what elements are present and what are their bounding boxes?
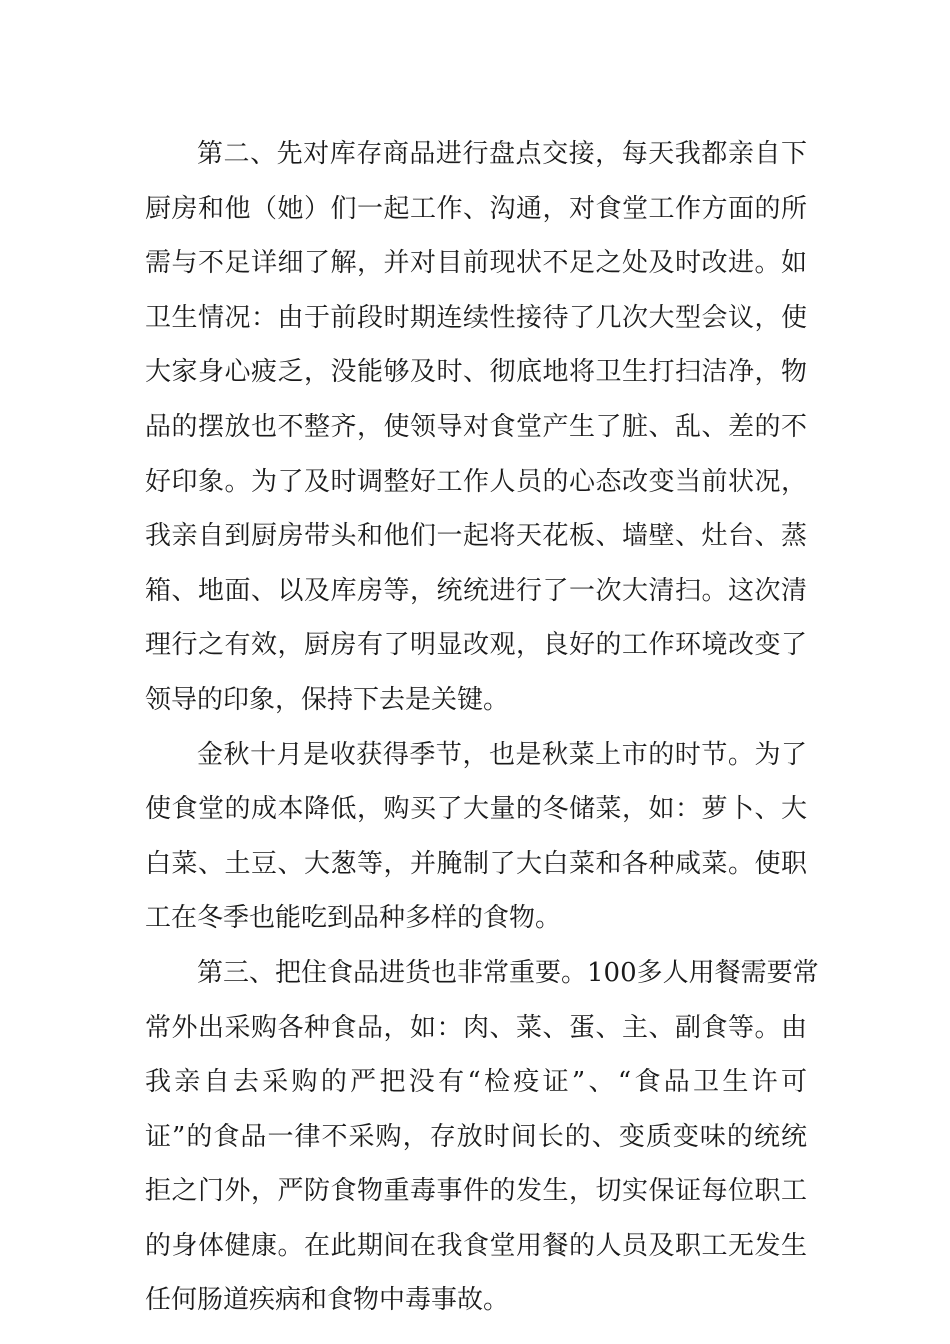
- text-line: 拒之门外，严防食物重毒事件的发生，切实保证每位职工: [145, 1176, 807, 1207]
- text-line: 好印象。为了及时调整好工作人员的心态改变当前状况，: [145, 466, 807, 497]
- paragraph-1: [145, 127, 807, 728]
- text-line: 品的摆放也不整齐，使领导对食堂产生了脏、乱、差的不: [145, 411, 807, 442]
- text-line: 任何肠道疾病和食物中毒事故。: [145, 1285, 510, 1316]
- document-body: [145, 127, 819, 1328]
- text-line: 理行之有效，厨房有了明显改观，良好的工作环境改变了: [145, 630, 807, 661]
- text-line: 我亲自去采购的严把没有“检疫证”、“食品卫生许可: [145, 1067, 807, 1098]
- text-line: 箱、地面、以及库房等，统统进行了一次大清扫。这次清: [145, 575, 807, 606]
- paragraph-2: [145, 728, 807, 946]
- text-line: 常外出采购各种食品，如：肉、菜、蛋、主、副食等。由: [145, 1012, 807, 1043]
- text-line: 领导的印象，保持下去是关键。: [145, 684, 510, 715]
- text-line: 白菜、土豆、大葱等，并腌制了大白菜和各种咸菜。使职: [145, 848, 807, 879]
- text-line: 大家身心疲乏，没能够及时、彻底地将卫生打扫洁净，物: [145, 357, 807, 388]
- text-line: 第二、先对库存商品进行盘点交接，每天我都亲自下: [197, 139, 807, 169]
- text-line: 厨房和他（她）们一起工作、沟通，对食堂工作方面的所: [145, 193, 807, 224]
- text-line: 我亲自到厨房带头和他们一起将天花板、墙壁、灶台、蒸: [145, 521, 807, 552]
- text-line: 的身体健康。在此期间在我食堂用餐的人员及职工无发生: [145, 1230, 807, 1261]
- text-line: 金秋十月是收获得季节，也是秋菜上市的时节。为了: [197, 739, 807, 770]
- text-line: 第三、把住食品进货也非常重要。100多人用餐需要常: [197, 957, 819, 988]
- text-line: 卫生情况：由于前段时期连续性接待了几次大型会议，使: [145, 302, 807, 333]
- text-line: 工在冬季也能吃到品种多样的食物。: [145, 903, 562, 934]
- text-line: 使食堂的成本降低，购买了大量的冬储菜，如：萝卜、大: [145, 794, 807, 825]
- paragraph-3: [145, 946, 819, 1328]
- text-line: 证”的食品一律不采购，存放时间长的、变质变味的统统: [145, 1121, 807, 1152]
- text-line: 需与不足详细了解，并对目前现状不足之处及时改进。如: [145, 248, 807, 279]
